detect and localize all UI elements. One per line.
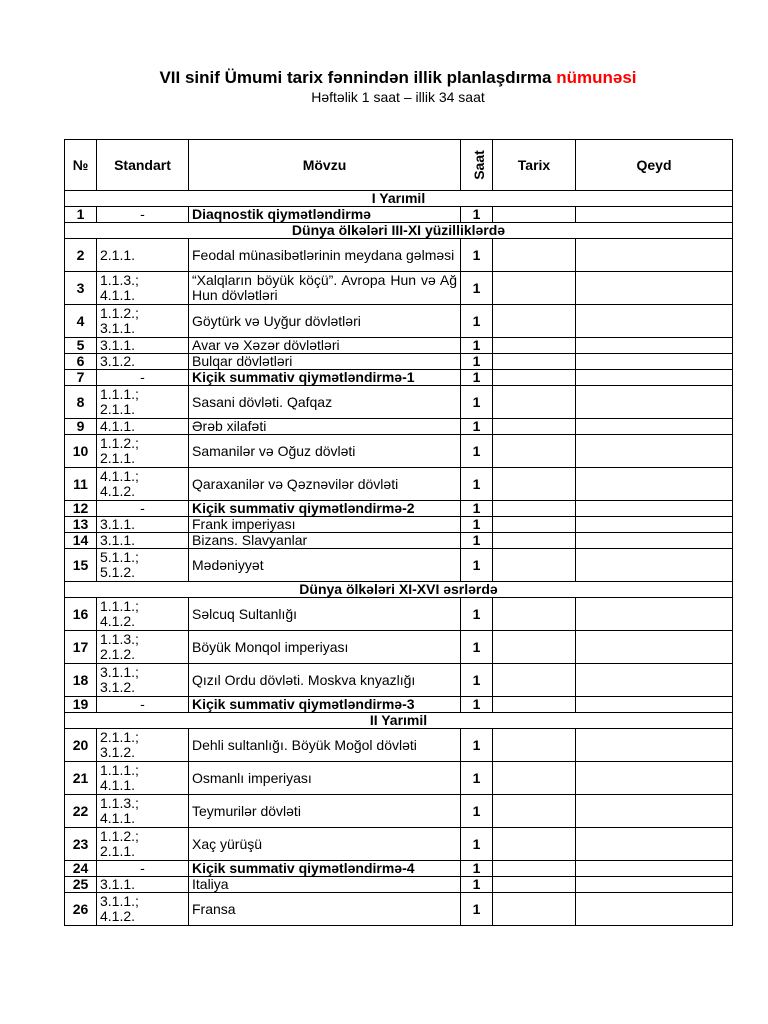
qeyd-cell	[576, 501, 733, 517]
tarix-cell	[493, 354, 576, 370]
table-row	[65, 533, 733, 549]
topic-cell: Feodal münasibətlərinin meydana gəlməsi	[189, 239, 461, 272]
qeyd-cell	[576, 305, 733, 338]
topic-cell: Bulqar dövlətləri	[189, 354, 461, 370]
row-number: 9	[65, 419, 97, 435]
topic-cell: Kiçik summativ qiymətləndirmə-4	[189, 861, 461, 877]
table-body	[65, 191, 733, 926]
saat-cell: 1	[461, 861, 493, 877]
standart-code: 3.1.1.	[100, 337, 136, 353]
row-number: 17	[65, 631, 97, 664]
standart-code: 4.1.1.	[100, 777, 136, 793]
tarix-cell	[493, 631, 576, 664]
table-row	[65, 631, 733, 664]
standart-code: -	[140, 860, 145, 876]
tarix-cell	[493, 386, 576, 419]
title-main: VII sinif Ümumi tarix fənnindən illik planlaşdırma	[159, 68, 557, 87]
tarix-cell	[493, 468, 576, 501]
table-row	[65, 664, 733, 697]
qeyd-cell	[576, 762, 733, 795]
saat-cell: 1	[461, 272, 493, 305]
row-number: 21	[65, 762, 97, 795]
standart-code: 2.1.1.	[100, 401, 136, 417]
row-number: 20	[65, 729, 97, 762]
standart-code: 4.1.1.	[100, 287, 136, 303]
table-row	[65, 419, 733, 435]
topic-cell: Fransa	[189, 893, 461, 926]
topic-cell: Samanilər və Oğuz dövləti	[189, 435, 461, 468]
qeyd-cell	[576, 386, 733, 419]
qeyd-cell	[576, 272, 733, 305]
row-number: 12	[65, 501, 97, 517]
standart-cell	[97, 664, 189, 697]
section-label: I Yarımil	[65, 191, 733, 207]
topic-cell: Ərəb xilafəti	[189, 419, 461, 435]
topic-cell: Avar və Xəzər dövlətləri	[189, 338, 461, 354]
standart-cell	[97, 533, 189, 549]
row-number: 1	[65, 207, 97, 223]
saat-cell: 1	[461, 729, 493, 762]
qeyd-cell	[576, 631, 733, 664]
tarix-cell	[493, 338, 576, 354]
table-row	[65, 354, 733, 370]
standart-cell	[97, 877, 189, 893]
section-label: Dünya ölkələri III-XI yüzilliklərdə	[65, 223, 733, 239]
saat-cell: 1	[461, 762, 493, 795]
saat-cell: 1	[461, 631, 493, 664]
standart-code: -	[140, 500, 145, 516]
topic-cell: Qaraxanilər və Qəznəvilər dövləti	[189, 468, 461, 501]
saat-cell: 1	[461, 828, 493, 861]
row-number: 13	[65, 517, 97, 533]
col-header-tarix: Tarix	[493, 140, 576, 191]
saat-cell: 1	[461, 598, 493, 631]
col-header-saat	[461, 140, 493, 191]
row-number: 18	[65, 664, 97, 697]
tarix-cell	[493, 501, 576, 517]
col-header-standart: Standart	[97, 140, 189, 191]
standart-cell	[97, 631, 189, 664]
tarix-cell	[493, 893, 576, 926]
standart-code: 2.1.1.	[100, 450, 136, 466]
page-subtitle: Həftəlik 1 saat – illik 34 saat	[311, 89, 485, 105]
qeyd-cell	[576, 598, 733, 631]
table-row	[65, 386, 733, 419]
qeyd-cell	[576, 207, 733, 223]
row-number: 8	[65, 386, 97, 419]
standart-code: 2.1.1.;	[100, 729, 139, 745]
row-number: 22	[65, 795, 97, 828]
tarix-cell	[493, 207, 576, 223]
table-row	[65, 338, 733, 354]
table-row	[65, 877, 733, 893]
table-row	[65, 435, 733, 468]
standart-code: -	[140, 369, 145, 385]
standart-code: 1.1.1.;	[100, 762, 139, 778]
row-number: 6	[65, 354, 97, 370]
standart-cell	[97, 419, 189, 435]
tarix-cell	[493, 435, 576, 468]
standart-code: -	[140, 206, 145, 222]
topic-cell: Kiçik summativ qiymətləndirmə-2	[189, 501, 461, 517]
standart-cell	[97, 729, 189, 762]
topic-cell: Osmanlı imperiyası	[189, 762, 461, 795]
standart-cell	[97, 239, 189, 272]
standart-cell	[97, 795, 189, 828]
table-row	[65, 305, 733, 338]
qeyd-cell	[576, 861, 733, 877]
standart-cell	[97, 354, 189, 370]
row-number: 5	[65, 338, 97, 354]
topic-cell: Sasani dövləti. Qafqaz	[189, 386, 461, 419]
section-label: Dünya ölkələri XI-XVI əsrlərdə	[65, 582, 733, 598]
table-row	[65, 468, 733, 501]
tarix-cell	[493, 729, 576, 762]
standart-cell	[97, 338, 189, 354]
standart-cell	[97, 305, 189, 338]
saat-cell: 1	[461, 468, 493, 501]
standart-code: 3.1.2.	[100, 353, 136, 369]
saat-cell: 1	[461, 338, 493, 354]
standart-cell	[97, 893, 189, 926]
topic-cell: Frank imperiyası	[189, 517, 461, 533]
saat-cell: 1	[461, 370, 493, 386]
saat-cell: 1	[461, 664, 493, 697]
tarix-cell	[493, 239, 576, 272]
standart-code: 3.1.2.	[100, 679, 136, 695]
topic-cell: Teymurilər dövləti	[189, 795, 461, 828]
standart-code: 1.1.2.;	[100, 305, 139, 321]
standart-code: 4.1.2.	[100, 483, 136, 499]
section-row	[65, 582, 733, 598]
standart-code: 3.1.1.;	[100, 664, 139, 680]
standart-code: 1.1.1.;	[100, 386, 139, 402]
tarix-cell	[493, 272, 576, 305]
topic-cell: Xaç yürüşü	[189, 828, 461, 861]
standart-code: 5.1.2.	[100, 564, 136, 580]
standart-code: 2.1.1.	[100, 246, 136, 263]
qeyd-cell	[576, 893, 733, 926]
standart-cell	[97, 501, 189, 517]
saat-cell: 1	[461, 435, 493, 468]
tarix-cell	[493, 877, 576, 893]
page-title	[0, 68, 768, 88]
saat-cell: 1	[461, 877, 493, 893]
standart-cell	[97, 370, 189, 386]
table-row	[65, 828, 733, 861]
standart-cell	[97, 468, 189, 501]
standart-cell	[97, 762, 189, 795]
standart-cell	[97, 598, 189, 631]
saat-cell: 1	[461, 697, 493, 713]
tarix-cell	[493, 517, 576, 533]
col-header-num: №	[65, 140, 97, 191]
saat-cell: 1	[461, 893, 493, 926]
col-header-movzu: Mövzu	[189, 140, 461, 191]
tarix-cell	[493, 533, 576, 549]
row-number: 2	[65, 239, 97, 272]
table-header-row	[65, 140, 733, 191]
saat-cell: 1	[461, 239, 493, 272]
col-header-saat-label: Saat	[470, 150, 487, 180]
standart-code: 3.1.1.	[100, 516, 136, 532]
topic-cell: Mədəniyyət	[189, 549, 461, 582]
standart-code: 2.1.1.	[100, 843, 136, 859]
table-row	[65, 762, 733, 795]
section-row	[65, 191, 733, 207]
row-number: 26	[65, 893, 97, 926]
standart-cell	[97, 828, 189, 861]
standart-cell	[97, 517, 189, 533]
standart-cell	[97, 272, 189, 305]
qeyd-cell	[576, 354, 733, 370]
topic-cell: Kiçik summativ qiymətləndirmə-1	[189, 370, 461, 386]
title-accent: nümunəsi	[556, 68, 637, 87]
qeyd-cell	[576, 435, 733, 468]
col-header-qeyd: Qeyd	[576, 140, 733, 191]
row-number: 10	[65, 435, 97, 468]
table-row	[65, 598, 733, 631]
row-number: 23	[65, 828, 97, 861]
saat-cell: 1	[461, 517, 493, 533]
topic-cell: Səlcuq Sultanlığı	[189, 598, 461, 631]
qeyd-cell	[576, 795, 733, 828]
qeyd-cell	[576, 533, 733, 549]
table-row	[65, 549, 733, 582]
row-number: 7	[65, 370, 97, 386]
qeyd-cell	[576, 549, 733, 582]
table-row	[65, 207, 733, 223]
standart-code: 3.1.1.	[100, 876, 136, 892]
topic-cell: Qızıl Ordu dövləti. Moskva knyazlığı	[189, 664, 461, 697]
saat-cell: 1	[461, 207, 493, 223]
saat-cell: 1	[461, 549, 493, 582]
row-number: 11	[65, 468, 97, 501]
tarix-cell	[493, 598, 576, 631]
row-number: 16	[65, 598, 97, 631]
saat-cell: 1	[461, 305, 493, 338]
standart-code: 1.1.1.;	[100, 598, 139, 614]
standart-cell	[97, 697, 189, 713]
saat-cell: 1	[461, 533, 493, 549]
standart-code: 1.1.3.;	[100, 795, 139, 811]
standart-cell	[97, 435, 189, 468]
standart-code: 5.1.1.;	[100, 549, 139, 565]
tarix-cell	[493, 419, 576, 435]
standart-code: 1.1.3.;	[100, 272, 139, 288]
table-row	[65, 370, 733, 386]
row-number: 15	[65, 549, 97, 582]
row-number: 14	[65, 533, 97, 549]
standart-code: 4.1.2.	[100, 613, 136, 629]
standart-code: 4.1.1.;	[100, 468, 139, 484]
topic-cell: Dehli sultanlığı. Böyük Moğol dövləti	[189, 729, 461, 762]
row-number: 25	[65, 877, 97, 893]
standart-cell	[97, 386, 189, 419]
qeyd-cell	[576, 517, 733, 533]
saat-cell: 1	[461, 354, 493, 370]
qeyd-cell	[576, 468, 733, 501]
section-row	[65, 713, 733, 729]
table-row	[65, 501, 733, 517]
table-row	[65, 239, 733, 272]
topic-cell: Kiçik summativ qiymətləndirmə-3	[189, 697, 461, 713]
qeyd-cell	[576, 729, 733, 762]
saat-cell: 1	[461, 419, 493, 435]
standart-code: 4.1.2.	[100, 908, 136, 924]
tarix-cell	[493, 762, 576, 795]
topic-cell: “Xalqların böyük köçü”. Avropa Hun və Ağ Hun dövlətləri	[189, 272, 461, 305]
standart-code: 2.1.2.	[100, 646, 136, 662]
standart-code: 3.1.1.;	[100, 893, 139, 909]
topic-cell: Diaqnostik qiymətləndirmə	[189, 207, 461, 223]
qeyd-cell	[576, 828, 733, 861]
table-row	[65, 272, 733, 305]
row-number: 3	[65, 272, 97, 305]
saat-cell: 1	[461, 501, 493, 517]
saat-cell: 1	[461, 386, 493, 419]
tarix-cell	[493, 549, 576, 582]
standart-code: 3.1.1.	[100, 320, 136, 336]
standart-code: 3.1.1.	[100, 532, 136, 548]
section-label: II Yarımil	[65, 713, 733, 729]
tarix-cell	[493, 795, 576, 828]
section-row	[65, 223, 733, 239]
qeyd-cell	[576, 419, 733, 435]
standart-cell	[97, 207, 189, 223]
standart-code: 1.1.2.;	[100, 435, 139, 451]
tarix-cell	[493, 828, 576, 861]
topic-cell: Göytürk və Uyğur dövlətləri	[189, 305, 461, 338]
tarix-cell	[493, 664, 576, 697]
qeyd-cell	[576, 697, 733, 713]
standart-code: 4.1.1.	[100, 418, 136, 434]
standart-code: 1.1.3.;	[100, 631, 139, 647]
tarix-cell	[493, 305, 576, 338]
tarix-cell	[493, 861, 576, 877]
standart-cell	[97, 549, 189, 582]
row-number: 4	[65, 305, 97, 338]
table-row	[65, 729, 733, 762]
plan-table	[64, 139, 733, 926]
tarix-cell	[493, 370, 576, 386]
row-number: 24	[65, 861, 97, 877]
row-number: 19	[65, 697, 97, 713]
table-row	[65, 517, 733, 533]
standart-cell	[97, 861, 189, 877]
table-row	[65, 893, 733, 926]
qeyd-cell	[576, 239, 733, 272]
standart-code: 4.1.1.	[100, 810, 136, 826]
table-row	[65, 795, 733, 828]
topic-cell: Bizans. Slavyanlar	[189, 533, 461, 549]
table-row	[65, 697, 733, 713]
qeyd-cell	[576, 664, 733, 697]
tarix-cell	[493, 697, 576, 713]
qeyd-cell	[576, 877, 733, 893]
table-row	[65, 861, 733, 877]
standart-code: -	[140, 696, 145, 712]
qeyd-cell	[576, 370, 733, 386]
standart-code: 3.1.2.	[100, 744, 136, 760]
qeyd-cell	[576, 338, 733, 354]
topic-cell: Italiya	[189, 877, 461, 893]
saat-cell: 1	[461, 795, 493, 828]
standart-code: 1.1.2.;	[100, 828, 139, 844]
topic-cell: Böyük Monqol imperiyası	[189, 631, 461, 664]
